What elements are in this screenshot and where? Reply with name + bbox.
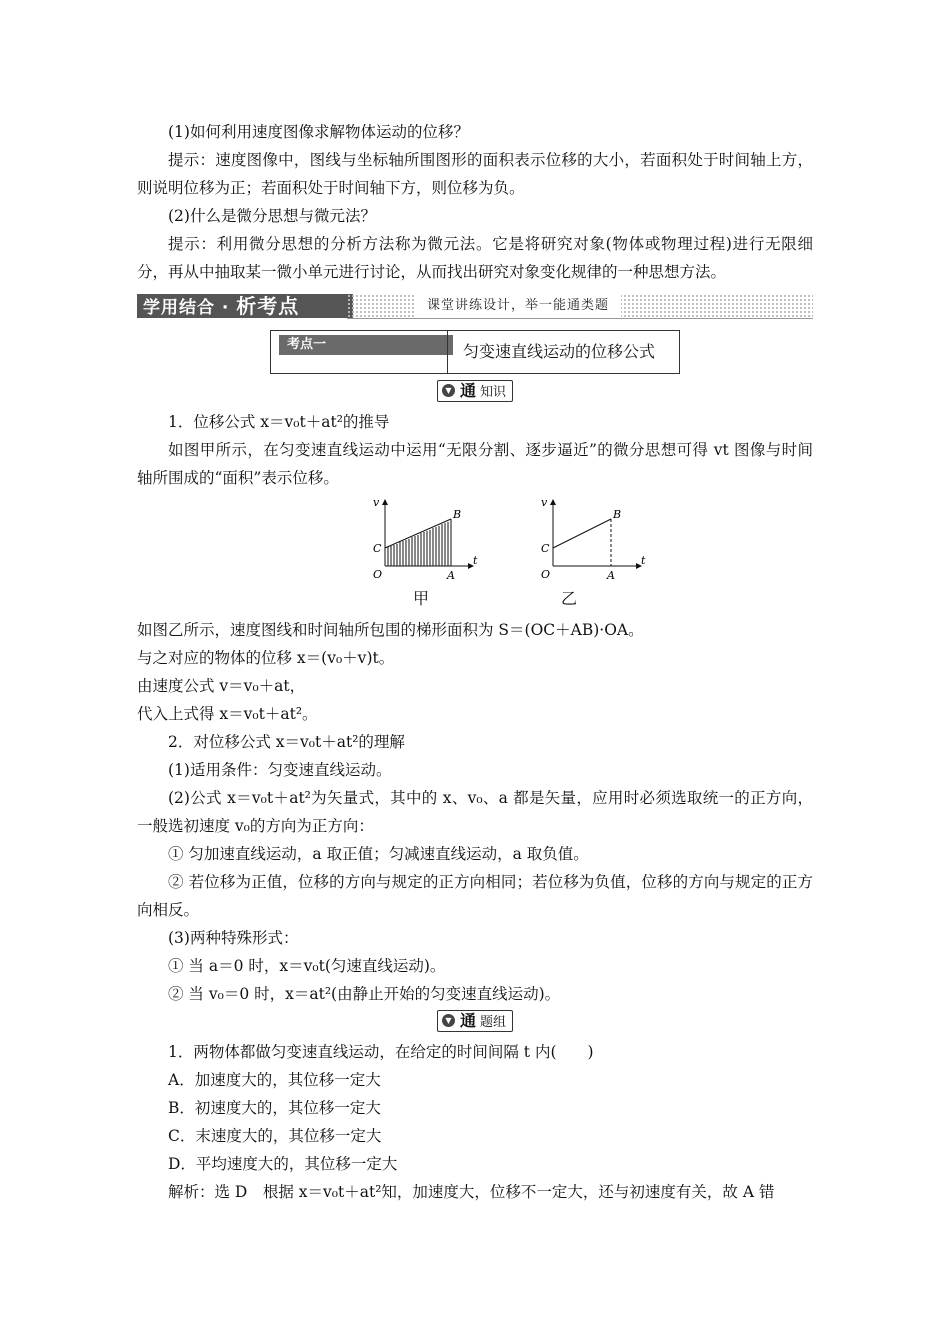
knowledge-para-4: 由速度公式 v＝v₀＋at， (137, 677, 306, 695)
chevron-down-icon: ▼ (442, 384, 455, 397)
problem-1-option-a: A．加速度大的，其位移一定大 (168, 1071, 381, 1089)
intro-question-1: (1)如何利用速度图像求解物体运动的位移？ (168, 123, 469, 141)
origin-label: O (373, 568, 383, 581)
axis-v-label: v (373, 496, 380, 509)
axis-v-label: v (541, 496, 548, 509)
banner-dotted-bar (347, 294, 813, 319)
problem-1-analysis: 解析：选 D 根据 x＝v₀t＋at²知，加速度大，位移不一定大，还与初速度有关，故 A 错 (168, 1183, 775, 1201)
intro-question-2: (2)什么是微分思想与微元法？ (168, 207, 376, 225)
problem-1-question: 1．两物体都做匀变速直线运动，在给定的时间间隔 t 内( ) (168, 1043, 594, 1061)
knowledge-para-7: (2)公式 x＝v₀t＋at²为矢量式，其中的 x、v₀、a 都是矢量，应用时必须选取统一的正方向，一般选初速度 v₀的方向为正方向： (137, 789, 813, 835)
figure-jia-caption: 甲 (413, 589, 430, 608)
knowledge-para-11: ① 当 a＝0 时，x＝v₀t(匀速直线运动)。 (168, 957, 446, 975)
page-content (137, 118, 813, 1206)
knowledge-para-9: ② 若位移为正值，位移的方向与规定的正方向相同；若位移为负值，位移的方向与规定的正方向相反。 (137, 873, 813, 919)
point-a-label: A (607, 569, 615, 582)
badge-big-text: 通 (459, 381, 476, 400)
problem-1-option-d: D．平均速度大的，其位移一定大 (168, 1155, 398, 1173)
kaodian-tag: 考点一 (279, 335, 453, 355)
kaodian-title: 匀变速直线运动的位移公式 (463, 342, 656, 361)
problem-1-option-b: B．初速度大的，其位移一定大 (168, 1099, 381, 1117)
vt-graph-yi (533, 494, 651, 586)
intro-answer-1: 提示：速度图像中，图线与坐标轴所围图形的面积表示位移的大小，若面积处于时间轴上方，则说明位移为正；若面积处于时间轴下方，则位移为负。 (137, 151, 813, 197)
axis-t-label: t (473, 554, 478, 567)
banner-title (137, 294, 353, 318)
knowledge-para-5: 代入上式得 x＝v₀t＋at²。 (137, 705, 318, 723)
knowledge-heading-1: 1．位移公式 x＝v₀t＋at²的推导 (168, 413, 390, 431)
knowledge-para-6: (1)适用条件：匀变速直线运动。 (168, 761, 392, 779)
chevron-down-icon: ▼ (442, 1014, 455, 1027)
badge-big-text: 通 (459, 1011, 476, 1030)
knowledge-para-3: 与之对应的物体的位移 x＝(v₀＋v)t。 (137, 649, 395, 667)
point-b-label: B (453, 508, 462, 521)
problems-badge (437, 1010, 513, 1032)
kaodian-box (270, 330, 680, 374)
axis-t-label: t (641, 554, 646, 567)
banner-subtitle: 课堂讲练设计，举一能通类题 (415, 294, 621, 318)
point-c-label: C (541, 542, 550, 555)
intro-answer-2: 提示：利用微分思想的分析方法称为微元法。它是将研究对象(物体或物理过程)进行无限细分，再从中抽取某一微小单元进行讨论，从而找出研究对象变化规律的一种思想方法。 (137, 235, 813, 281)
banner-title-part-a: 学用结合 · (143, 298, 237, 318)
vt-figures (137, 494, 813, 612)
knowledge-badge (437, 380, 513, 402)
origin-label: O (541, 568, 551, 581)
knowledge-para-1: 如图甲所示，在匀变速直线运动中运用“无限分割、逐步逼近”的微分思想可得 vt 图像与时间轴所围成的“面积”表示位移。 (137, 441, 813, 487)
figure-yi-caption: 乙 (561, 589, 578, 608)
banner-title-part-b: 析考点 (236, 294, 300, 318)
point-c-label: C (373, 542, 382, 555)
knowledge-para-12: ② 当 v₀＝0 时，x＝at²(由静止开始的匀变速直线运动)。 (168, 985, 561, 1003)
knowledge-para-10: (3)两种特殊形式： (168, 929, 299, 947)
point-a-label: A (447, 569, 455, 582)
knowledge-para-2: 如图乙所示，速度图线和时间轴所包围的梯形面积为 S＝(OC＋AB)·OA。 (137, 621, 644, 639)
point-b-label: B (613, 508, 622, 521)
problem-1-option-c: C．末速度大的，其位移一定大 (168, 1127, 382, 1145)
kaodian-divider (447, 331, 448, 373)
vt-graph-jia (365, 494, 483, 586)
knowledge-badge-row (137, 380, 813, 404)
badge-small-text: 题组 (480, 1015, 507, 1030)
section-banner (137, 294, 813, 320)
knowledge-heading-2: 2．对位移公式 x＝v₀t＋at²的理解 (168, 733, 405, 751)
knowledge-para-8: ① 匀加速直线运动，a 取正值；匀减速直线运动，a 取负值。 (168, 845, 589, 863)
problems-badge-row (137, 1010, 813, 1034)
badge-small-text: 知识 (480, 385, 507, 400)
